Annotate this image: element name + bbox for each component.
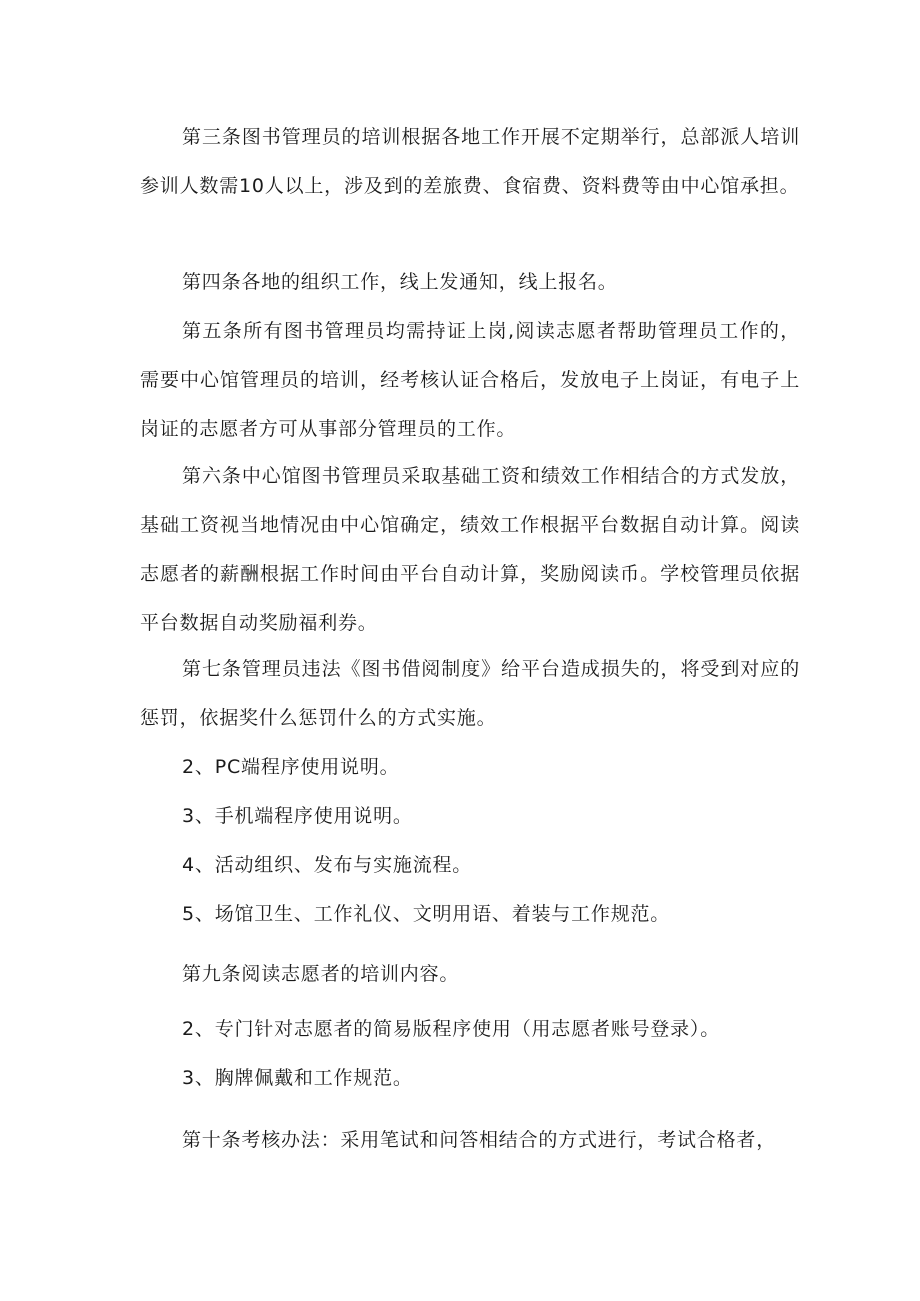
article-6-paragraph: 第六条中心馆图书管理员采取基础工资和绩效工作相结合的方式发放，基础工资视当地情况由中心馆确定，绩效工作根据平台数据自动计算。阅读志愿者的薪酬根据工作时间由平台自动计算，奖励阅读币。学校管理员依据平台数据自动奖励福利券。 [140, 465, 800, 634]
list-item: 4、活动组织、发布与实施流程。 [182, 854, 473, 876]
article-4-paragraph: 第四条各地的组织工作，线上发通知，线上报名。 [182, 271, 618, 293]
list-item: 2、专门针对志愿者的简易版程序使用（用志愿者账号登录）。 [182, 1018, 720, 1040]
list-item: 5、场馆卫生、工作礼仪、文明用语、着装与工作规范。 [182, 903, 671, 925]
list-item: 3、胸牌佩戴和工作规范。 [182, 1067, 413, 1089]
list-item: 2、PC端程序使用说明。 [182, 756, 400, 778]
article-10-paragraph: 第十条考核办法：采用笔试和问答相结合的方式进行，考试合格者， [182, 1129, 777, 1151]
article-5-paragraph: 第五条所有图书管理员均需持证上岗,阅读志愿者帮助管理员工作的，需要中心馆管理员的培训，经考核认证合格后，发放电子上岗证，有电子上岗证的志愿者方可从事部分管理员的工作。 [140, 320, 800, 440]
article-7-paragraph: 第七条管理员违法《图书借阅制度》给平台造成损失的，将受到对应的惩罚，依据奖什么惩罚什么的方式实施。 [140, 658, 800, 729]
article-9-heading: 第九条阅读志愿者的培训内容。 [182, 963, 460, 985]
article-3-paragraph: 第三条图书管理员的培训根据各地工作开展不定期举行，总部派人培训参训人数需10人以上，涉及到的差旅费、食宿费、资料费等由中心馆承担。 [140, 126, 800, 197]
list-item: 3、手机端程序使用说明。 [182, 805, 413, 827]
